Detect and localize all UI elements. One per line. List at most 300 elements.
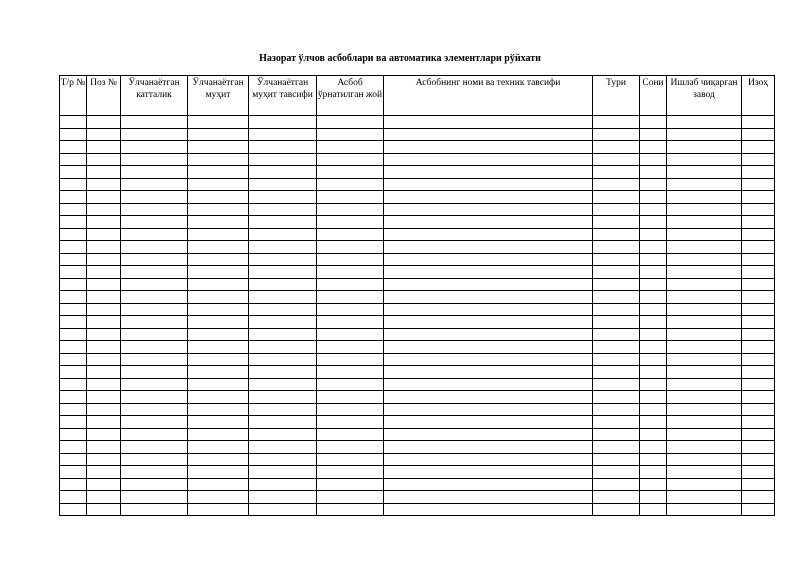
table-cell[interactable] bbox=[317, 491, 384, 504]
table-cell[interactable] bbox=[667, 166, 742, 179]
table-cell[interactable] bbox=[742, 403, 775, 416]
table-cell[interactable] bbox=[121, 216, 188, 229]
table-cell[interactable] bbox=[317, 403, 384, 416]
table-cell[interactable] bbox=[742, 491, 775, 504]
table-cell[interactable] bbox=[87, 266, 121, 279]
table-cell[interactable] bbox=[60, 503, 87, 516]
table-cell[interactable] bbox=[87, 191, 121, 204]
table-cell[interactable] bbox=[667, 278, 742, 291]
table-cell[interactable] bbox=[249, 253, 317, 266]
table-cell[interactable] bbox=[60, 466, 87, 479]
table-cell[interactable] bbox=[60, 341, 87, 354]
table-cell[interactable] bbox=[87, 403, 121, 416]
table-cell[interactable] bbox=[384, 378, 593, 391]
table-cell[interactable] bbox=[667, 191, 742, 204]
table-cell[interactable] bbox=[87, 203, 121, 216]
table-cell[interactable] bbox=[640, 228, 667, 241]
table-cell[interactable] bbox=[87, 391, 121, 404]
table-cell[interactable] bbox=[87, 416, 121, 429]
table-cell[interactable] bbox=[667, 303, 742, 316]
table-cell[interactable] bbox=[317, 378, 384, 391]
table-cell[interactable] bbox=[640, 178, 667, 191]
table-cell[interactable] bbox=[384, 153, 593, 166]
table-cell[interactable] bbox=[249, 491, 317, 504]
table-cell[interactable] bbox=[593, 391, 640, 404]
table-cell[interactable] bbox=[317, 453, 384, 466]
table-cell[interactable] bbox=[249, 441, 317, 454]
table-cell[interactable] bbox=[593, 128, 640, 141]
table-cell[interactable] bbox=[384, 303, 593, 316]
table-cell[interactable] bbox=[121, 303, 188, 316]
table-cell[interactable] bbox=[640, 391, 667, 404]
table-cell[interactable] bbox=[317, 291, 384, 304]
table-cell[interactable] bbox=[667, 391, 742, 404]
table-cell[interactable] bbox=[667, 466, 742, 479]
table-cell[interactable] bbox=[384, 178, 593, 191]
table-cell[interactable] bbox=[384, 416, 593, 429]
table-cell[interactable] bbox=[742, 391, 775, 404]
table-cell[interactable] bbox=[188, 128, 249, 141]
table-cell[interactable] bbox=[667, 341, 742, 354]
table-cell[interactable] bbox=[121, 466, 188, 479]
table-cell[interactable] bbox=[667, 478, 742, 491]
table-cell[interactable] bbox=[742, 466, 775, 479]
table-cell[interactable] bbox=[60, 366, 87, 379]
table-cell[interactable] bbox=[742, 253, 775, 266]
table-cell[interactable] bbox=[87, 128, 121, 141]
table-cell[interactable] bbox=[60, 216, 87, 229]
table-cell[interactable] bbox=[640, 341, 667, 354]
table-cell[interactable] bbox=[121, 378, 188, 391]
table-cell[interactable] bbox=[384, 316, 593, 329]
table-cell[interactable] bbox=[667, 416, 742, 429]
table-cell[interactable] bbox=[121, 128, 188, 141]
table-cell[interactable] bbox=[249, 428, 317, 441]
table-cell[interactable] bbox=[121, 266, 188, 279]
table-cell[interactable] bbox=[60, 303, 87, 316]
table-cell[interactable] bbox=[188, 191, 249, 204]
table-cell[interactable] bbox=[593, 403, 640, 416]
table-cell[interactable] bbox=[742, 116, 775, 129]
table-cell[interactable] bbox=[667, 441, 742, 454]
table-cell[interactable] bbox=[60, 128, 87, 141]
table-cell[interactable] bbox=[317, 428, 384, 441]
table-cell[interactable] bbox=[742, 141, 775, 154]
table-cell[interactable] bbox=[60, 316, 87, 329]
table-cell[interactable] bbox=[249, 266, 317, 279]
table-cell[interactable] bbox=[384, 403, 593, 416]
table-cell[interactable] bbox=[87, 141, 121, 154]
table-cell[interactable] bbox=[317, 266, 384, 279]
table-cell[interactable] bbox=[317, 153, 384, 166]
table-cell[interactable] bbox=[60, 453, 87, 466]
table-cell[interactable] bbox=[188, 378, 249, 391]
table-cell[interactable] bbox=[87, 353, 121, 366]
table-cell[interactable] bbox=[384, 241, 593, 254]
table-cell[interactable] bbox=[593, 378, 640, 391]
table-cell[interactable] bbox=[87, 503, 121, 516]
table-cell[interactable] bbox=[384, 191, 593, 204]
table-cell[interactable] bbox=[87, 466, 121, 479]
table-cell[interactable] bbox=[667, 228, 742, 241]
table-cell[interactable] bbox=[742, 366, 775, 379]
table-cell[interactable] bbox=[640, 116, 667, 129]
table-cell[interactable] bbox=[640, 378, 667, 391]
table-cell[interactable] bbox=[188, 478, 249, 491]
table-cell[interactable] bbox=[249, 216, 317, 229]
table-cell[interactable] bbox=[667, 328, 742, 341]
table-cell[interactable] bbox=[384, 228, 593, 241]
table-cell[interactable] bbox=[60, 241, 87, 254]
table-cell[interactable] bbox=[188, 291, 249, 304]
table-cell[interactable] bbox=[317, 478, 384, 491]
table-cell[interactable] bbox=[121, 191, 188, 204]
table-cell[interactable] bbox=[249, 228, 317, 241]
table-cell[interactable] bbox=[60, 116, 87, 129]
table-cell[interactable] bbox=[87, 116, 121, 129]
table-cell[interactable] bbox=[249, 203, 317, 216]
table-cell[interactable] bbox=[317, 353, 384, 366]
table-cell[interactable] bbox=[317, 503, 384, 516]
table-cell[interactable] bbox=[121, 153, 188, 166]
table-cell[interactable] bbox=[742, 203, 775, 216]
table-cell[interactable] bbox=[188, 116, 249, 129]
table-cell[interactable] bbox=[667, 378, 742, 391]
table-cell[interactable] bbox=[249, 478, 317, 491]
table-cell[interactable] bbox=[188, 216, 249, 229]
table-cell[interactable] bbox=[121, 403, 188, 416]
table-cell[interactable] bbox=[384, 391, 593, 404]
table-cell[interactable] bbox=[384, 166, 593, 179]
table-cell[interactable] bbox=[667, 141, 742, 154]
table-cell[interactable] bbox=[249, 503, 317, 516]
table-cell[interactable] bbox=[317, 391, 384, 404]
table-cell[interactable] bbox=[640, 478, 667, 491]
table-cell[interactable] bbox=[249, 166, 317, 179]
table-cell[interactable] bbox=[640, 353, 667, 366]
table-cell[interactable] bbox=[249, 116, 317, 129]
table-cell[interactable] bbox=[317, 366, 384, 379]
table-cell[interactable] bbox=[640, 203, 667, 216]
table-cell[interactable] bbox=[188, 503, 249, 516]
table-cell[interactable] bbox=[121, 278, 188, 291]
table-cell[interactable] bbox=[121, 353, 188, 366]
table-cell[interactable] bbox=[640, 441, 667, 454]
table-cell[interactable] bbox=[593, 366, 640, 379]
table-cell[interactable] bbox=[87, 166, 121, 179]
table-cell[interactable] bbox=[121, 416, 188, 429]
table-cell[interactable] bbox=[742, 153, 775, 166]
table-cell[interactable] bbox=[593, 216, 640, 229]
table-cell[interactable] bbox=[121, 491, 188, 504]
table-cell[interactable] bbox=[667, 266, 742, 279]
table-cell[interactable] bbox=[640, 416, 667, 429]
table-cell[interactable] bbox=[188, 166, 249, 179]
table-cell[interactable] bbox=[667, 291, 742, 304]
table-cell[interactable] bbox=[188, 328, 249, 341]
table-cell[interactable] bbox=[121, 116, 188, 129]
table-cell[interactable] bbox=[742, 216, 775, 229]
table-cell[interactable] bbox=[384, 266, 593, 279]
table-cell[interactable] bbox=[742, 228, 775, 241]
table-cell[interactable] bbox=[640, 491, 667, 504]
table-cell[interactable] bbox=[640, 403, 667, 416]
table-cell[interactable] bbox=[317, 341, 384, 354]
table-cell[interactable] bbox=[742, 428, 775, 441]
table-cell[interactable] bbox=[87, 366, 121, 379]
table-cell[interactable] bbox=[640, 466, 667, 479]
table-cell[interactable] bbox=[640, 153, 667, 166]
table-cell[interactable] bbox=[121, 503, 188, 516]
table-cell[interactable] bbox=[87, 316, 121, 329]
table-cell[interactable] bbox=[742, 316, 775, 329]
table-cell[interactable] bbox=[188, 416, 249, 429]
table-cell[interactable] bbox=[742, 478, 775, 491]
table-cell[interactable] bbox=[249, 328, 317, 341]
table-cell[interactable] bbox=[60, 328, 87, 341]
table-cell[interactable] bbox=[188, 241, 249, 254]
table-cell[interactable] bbox=[667, 116, 742, 129]
table-cell[interactable] bbox=[317, 228, 384, 241]
table-cell[interactable] bbox=[640, 141, 667, 154]
table-cell[interactable] bbox=[121, 441, 188, 454]
table-cell[interactable] bbox=[121, 316, 188, 329]
table-cell[interactable] bbox=[593, 141, 640, 154]
table-cell[interactable] bbox=[60, 278, 87, 291]
table-cell[interactable] bbox=[60, 491, 87, 504]
table-cell[interactable] bbox=[667, 153, 742, 166]
table-cell[interactable] bbox=[121, 478, 188, 491]
table-cell[interactable] bbox=[121, 428, 188, 441]
table-cell[interactable] bbox=[317, 278, 384, 291]
table-cell[interactable] bbox=[593, 278, 640, 291]
table-cell[interactable] bbox=[593, 241, 640, 254]
table-cell[interactable] bbox=[60, 228, 87, 241]
table-cell[interactable] bbox=[667, 216, 742, 229]
table-cell[interactable] bbox=[593, 503, 640, 516]
table-cell[interactable] bbox=[60, 478, 87, 491]
table-cell[interactable] bbox=[384, 291, 593, 304]
table-cell[interactable] bbox=[188, 153, 249, 166]
table-cell[interactable] bbox=[384, 366, 593, 379]
table-cell[interactable] bbox=[121, 241, 188, 254]
table-cell[interactable] bbox=[87, 228, 121, 241]
table-cell[interactable] bbox=[249, 178, 317, 191]
table-cell[interactable] bbox=[384, 353, 593, 366]
table-cell[interactable] bbox=[188, 316, 249, 329]
table-cell[interactable] bbox=[87, 278, 121, 291]
table-cell[interactable] bbox=[742, 178, 775, 191]
table-cell[interactable] bbox=[317, 141, 384, 154]
table-cell[interactable] bbox=[667, 178, 742, 191]
table-cell[interactable] bbox=[384, 453, 593, 466]
table-cell[interactable] bbox=[593, 328, 640, 341]
table-cell[interactable] bbox=[60, 416, 87, 429]
table-cell[interactable] bbox=[60, 203, 87, 216]
table-cell[interactable] bbox=[87, 241, 121, 254]
table-cell[interactable] bbox=[87, 441, 121, 454]
table-cell[interactable] bbox=[249, 316, 317, 329]
table-cell[interactable] bbox=[60, 441, 87, 454]
table-cell[interactable] bbox=[593, 478, 640, 491]
table-cell[interactable] bbox=[640, 503, 667, 516]
table-cell[interactable] bbox=[249, 128, 317, 141]
table-cell[interactable] bbox=[87, 291, 121, 304]
table-cell[interactable] bbox=[249, 391, 317, 404]
table-cell[interactable] bbox=[188, 303, 249, 316]
table-cell[interactable] bbox=[317, 303, 384, 316]
table-cell[interactable] bbox=[87, 178, 121, 191]
table-cell[interactable] bbox=[87, 378, 121, 391]
table-cell[interactable] bbox=[667, 128, 742, 141]
table-cell[interactable] bbox=[249, 403, 317, 416]
table-cell[interactable] bbox=[593, 453, 640, 466]
table-cell[interactable] bbox=[121, 166, 188, 179]
table-cell[interactable] bbox=[60, 153, 87, 166]
table-cell[interactable] bbox=[188, 391, 249, 404]
table-cell[interactable] bbox=[593, 441, 640, 454]
table-cell[interactable] bbox=[667, 428, 742, 441]
table-cell[interactable] bbox=[121, 391, 188, 404]
table-cell[interactable] bbox=[384, 328, 593, 341]
table-cell[interactable] bbox=[640, 316, 667, 329]
table-cell[interactable] bbox=[317, 441, 384, 454]
table-cell[interactable] bbox=[667, 241, 742, 254]
table-cell[interactable] bbox=[742, 503, 775, 516]
table-cell[interactable] bbox=[667, 491, 742, 504]
table-cell[interactable] bbox=[640, 291, 667, 304]
table-cell[interactable] bbox=[317, 191, 384, 204]
table-cell[interactable] bbox=[742, 278, 775, 291]
table-cell[interactable] bbox=[742, 291, 775, 304]
table-cell[interactable] bbox=[742, 303, 775, 316]
table-cell[interactable] bbox=[667, 366, 742, 379]
table-cell[interactable] bbox=[640, 453, 667, 466]
table-cell[interactable] bbox=[188, 453, 249, 466]
table-cell[interactable] bbox=[640, 366, 667, 379]
table-cell[interactable] bbox=[384, 141, 593, 154]
table-cell[interactable] bbox=[60, 266, 87, 279]
table-cell[interactable] bbox=[384, 216, 593, 229]
table-cell[interactable] bbox=[121, 203, 188, 216]
table-cell[interactable] bbox=[742, 453, 775, 466]
table-cell[interactable] bbox=[188, 228, 249, 241]
table-cell[interactable] bbox=[121, 141, 188, 154]
table-cell[interactable] bbox=[188, 141, 249, 154]
table-cell[interactable] bbox=[317, 253, 384, 266]
table-cell[interactable] bbox=[121, 366, 188, 379]
table-cell[interactable] bbox=[249, 191, 317, 204]
table-cell[interactable] bbox=[317, 116, 384, 129]
table-cell[interactable] bbox=[640, 428, 667, 441]
table-cell[interactable] bbox=[60, 403, 87, 416]
table-cell[interactable] bbox=[188, 178, 249, 191]
table-cell[interactable] bbox=[249, 366, 317, 379]
table-cell[interactable] bbox=[640, 166, 667, 179]
table-cell[interactable] bbox=[640, 278, 667, 291]
table-cell[interactable] bbox=[60, 166, 87, 179]
table-cell[interactable] bbox=[384, 441, 593, 454]
table-cell[interactable] bbox=[742, 266, 775, 279]
table-cell[interactable] bbox=[249, 141, 317, 154]
table-cell[interactable] bbox=[249, 453, 317, 466]
table-cell[interactable] bbox=[188, 253, 249, 266]
table-cell[interactable] bbox=[384, 466, 593, 479]
table-cell[interactable] bbox=[249, 153, 317, 166]
table-cell[interactable] bbox=[188, 428, 249, 441]
table-cell[interactable] bbox=[593, 303, 640, 316]
table-cell[interactable] bbox=[667, 316, 742, 329]
table-cell[interactable] bbox=[384, 503, 593, 516]
table-cell[interactable] bbox=[593, 228, 640, 241]
table-cell[interactable] bbox=[60, 428, 87, 441]
table-cell[interactable] bbox=[667, 453, 742, 466]
table-cell[interactable] bbox=[317, 316, 384, 329]
table-cell[interactable] bbox=[593, 291, 640, 304]
table-cell[interactable] bbox=[742, 191, 775, 204]
table-cell[interactable] bbox=[121, 291, 188, 304]
table-cell[interactable] bbox=[87, 303, 121, 316]
table-cell[interactable] bbox=[667, 403, 742, 416]
table-cell[interactable] bbox=[87, 453, 121, 466]
table-cell[interactable] bbox=[384, 253, 593, 266]
table-cell[interactable] bbox=[249, 353, 317, 366]
table-cell[interactable] bbox=[121, 178, 188, 191]
table-cell[interactable] bbox=[384, 478, 593, 491]
table-cell[interactable] bbox=[384, 428, 593, 441]
table-cell[interactable] bbox=[121, 228, 188, 241]
table-cell[interactable] bbox=[317, 203, 384, 216]
table-cell[interactable] bbox=[384, 491, 593, 504]
table-cell[interactable] bbox=[60, 353, 87, 366]
table-cell[interactable] bbox=[593, 191, 640, 204]
table-cell[interactable] bbox=[60, 391, 87, 404]
table-cell[interactable] bbox=[87, 328, 121, 341]
table-cell[interactable] bbox=[317, 466, 384, 479]
table-cell[interactable] bbox=[60, 191, 87, 204]
table-cell[interactable] bbox=[384, 278, 593, 291]
table-cell[interactable] bbox=[593, 116, 640, 129]
table-cell[interactable] bbox=[317, 241, 384, 254]
table-cell[interactable] bbox=[249, 378, 317, 391]
table-cell[interactable] bbox=[188, 266, 249, 279]
table-cell[interactable] bbox=[87, 216, 121, 229]
table-cell[interactable] bbox=[249, 278, 317, 291]
table-cell[interactable] bbox=[60, 178, 87, 191]
table-cell[interactable] bbox=[188, 441, 249, 454]
table-cell[interactable] bbox=[317, 166, 384, 179]
table-cell[interactable] bbox=[317, 328, 384, 341]
table-cell[interactable] bbox=[188, 403, 249, 416]
table-cell[interactable] bbox=[249, 291, 317, 304]
table-cell[interactable] bbox=[667, 503, 742, 516]
table-cell[interactable] bbox=[60, 141, 87, 154]
table-cell[interactable] bbox=[593, 253, 640, 266]
table-cell[interactable] bbox=[87, 153, 121, 166]
table-cell[interactable] bbox=[640, 216, 667, 229]
table-cell[interactable] bbox=[593, 203, 640, 216]
table-cell[interactable] bbox=[121, 328, 188, 341]
table-cell[interactable] bbox=[317, 416, 384, 429]
table-cell[interactable] bbox=[742, 378, 775, 391]
table-cell[interactable] bbox=[593, 416, 640, 429]
table-cell[interactable] bbox=[593, 353, 640, 366]
table-cell[interactable] bbox=[667, 253, 742, 266]
table-cell[interactable] bbox=[742, 353, 775, 366]
table-cell[interactable] bbox=[249, 466, 317, 479]
table-cell[interactable] bbox=[640, 128, 667, 141]
table-cell[interactable] bbox=[87, 341, 121, 354]
